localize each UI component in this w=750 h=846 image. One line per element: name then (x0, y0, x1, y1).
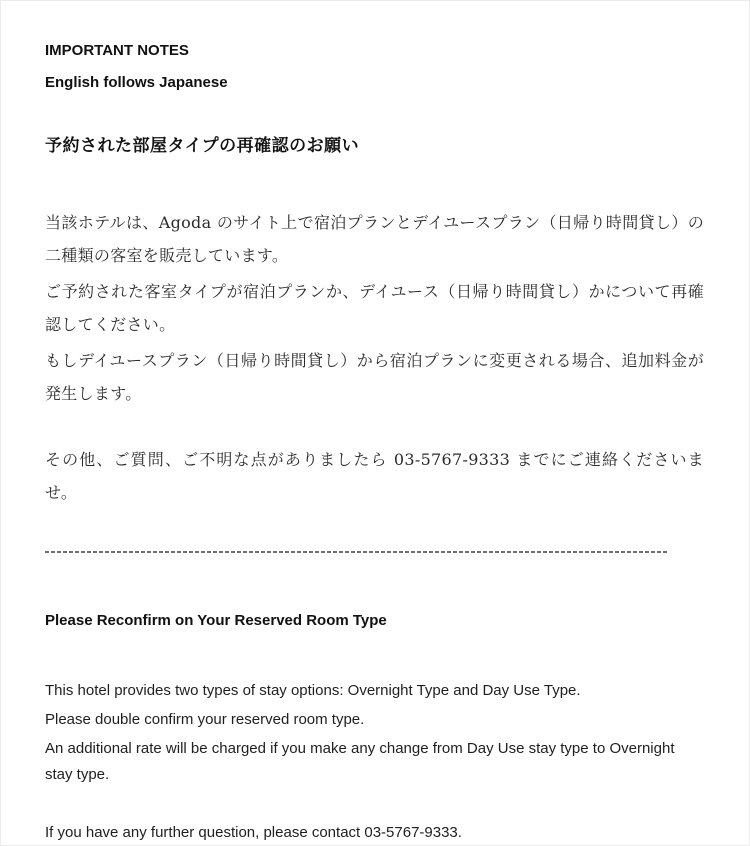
japanese-paragraph-hotel-plans: 当該ホテルは、Agoda のサイト上で宿泊プランとデイユースプラン（日帰り時間貸し）の二種類の客室を販売しています。 (45, 213, 704, 265)
japanese-paragraph-additional-rate: もしデイユースプラン（日帰り時間貸し）から宿泊プランに変更される場合、追加料金が発生します。 (45, 351, 704, 403)
japanese-paragraph-contact: その他、ご質問、ご不明な点がありましたら 03-5767-9333 までにご連絡くださいませ。 (45, 450, 704, 502)
dashed-divider (45, 551, 668, 553)
language-note: English follows Japanese (45, 74, 228, 91)
japanese-heading: 予約された部屋タイプの再確認のお願い (45, 136, 360, 156)
english-paragraph-contact: If you have any further question, please contact 03-5767-9333. (45, 824, 462, 841)
english-paragraph-reconfirm: Please double confirm your reserved room type. (45, 711, 365, 728)
english-paragraph-additional-rate: An additional rate will be charged if you make any change from Day Use stay type to Overnight stay type. (45, 740, 675, 783)
english-paragraph-hotel-plans: This hotel provides two types of stay options: Overnight Type and Day Use Type. (45, 682, 581, 699)
english-heading: Please Reconfirm on Your Reserved Room Type (45, 612, 387, 629)
document-title: IMPORTANT NOTES (45, 42, 189, 59)
japanese-paragraph-reconfirm: ご予約された客室タイプが宿泊プランか、デイユース（日帰り時間貸し）かについて再確認してください。 (45, 282, 704, 334)
